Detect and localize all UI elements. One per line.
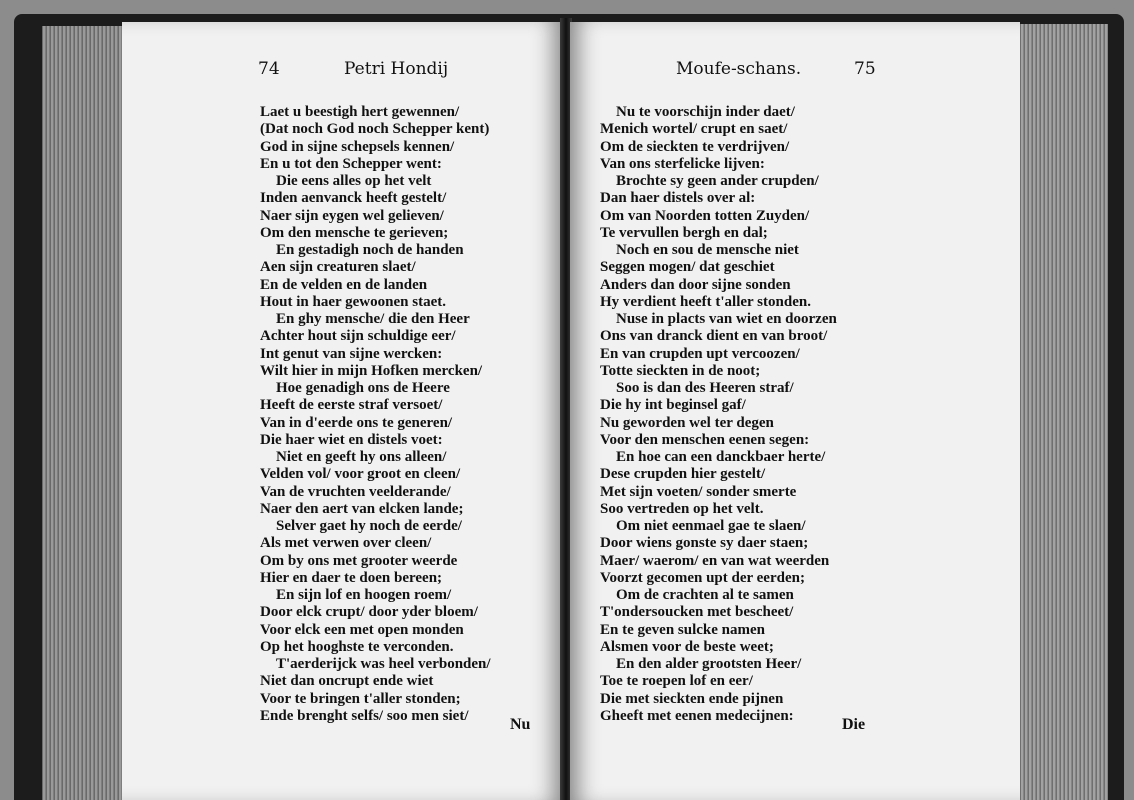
verse-line: Soo vertreden op het velt. (600, 500, 764, 517)
left-verse (260, 104, 491, 725)
verse-line: Dese crupden hier gestelt/ (600, 466, 766, 483)
verse-line: Op het hooghste te verconden. (260, 638, 454, 655)
left-page (122, 22, 562, 800)
verse-line: Nuse in placts van wiet en doorzen (616, 311, 837, 327)
verse-line: Als met verwen over cleen/ (260, 535, 432, 552)
verse-line: Totte sieckten in de noot; (600, 362, 761, 379)
verse-line: Wilt hier in mijn Hofken mercken/ (260, 362, 483, 379)
verse-line: Menich wortel/ crupt en saet/ (600, 121, 788, 138)
verse-line: Om de sieckten te verdrijven/ (600, 138, 790, 155)
verse-line: Anders dan door sijne sonden (600, 276, 791, 293)
verse-line: Int genut van sijne wercken: (260, 345, 443, 362)
verse-line: Voor te bringen t'aller stonden; (260, 690, 461, 707)
verse-line: Selver gaet hy noch de eerde/ (276, 518, 462, 534)
verse-line: (Dat noch God noch Schepper kent) (260, 121, 490, 138)
right-page-number: 75 (854, 59, 876, 79)
verse-line: En ghy mensche/ die den Heer (276, 311, 470, 327)
verse-line: En den alder grootsten Heer/ (616, 656, 802, 672)
verse-line: Om by ons met grooter weerde (260, 552, 458, 569)
verse-line: Door wiens gonste sy daer staen; (600, 535, 809, 552)
verse-line: Brochte sy geen ander crupden/ (616, 173, 819, 189)
right-catchword: Die (842, 716, 866, 733)
verse-line: Naer sijn eygen wel gelieven/ (260, 207, 444, 224)
right-running-head: Moufe-schans. (676, 59, 802, 79)
verse-line: Noch en sou de mensche niet (616, 242, 799, 258)
verse-line: En gestadigh noch de handen (276, 242, 464, 258)
verse-line: T'aerderijck was heel verbonden/ (276, 656, 491, 672)
page-edges-right (1016, 24, 1108, 800)
verse-line: Nu te voorschijn inder daet/ (616, 104, 795, 120)
verse-line: Nu geworden wel ter degen (600, 414, 774, 431)
verse-line: Voor den menschen eenen segen: (600, 431, 810, 448)
verse-line: Die eens alles op het velt (276, 173, 432, 189)
verse-line: Hier en daer te doen bereen; (260, 569, 443, 586)
verse-line: God in sijne schepsels kennen/ (260, 138, 455, 155)
right-page (570, 22, 1020, 800)
verse-line: Gheeft met eenen medecijnen: (600, 707, 794, 724)
verse-line: En sijn lof en hoogen roem/ (276, 587, 452, 603)
page-edges-left (42, 26, 128, 800)
verse-line: Hy verdient heeft t'aller stonden. (600, 293, 811, 310)
verse-line: Soo is dan des Heeren straf/ (616, 380, 794, 396)
verse-line: Naer den aert van elcken lande; (260, 500, 464, 517)
verse-line: Dan haer distels over al: (600, 190, 756, 207)
verse-line: En hoe can een danckbaer herte/ (616, 449, 826, 465)
right-verse (600, 104, 837, 725)
verse-line: Van ons sterfelicke lijven: (600, 155, 765, 172)
verse-line: Laet u beestigh hert gewennen/ (260, 104, 460, 120)
verse-line: Door elck crupt/ door yder bloem/ (260, 604, 478, 621)
verse-line: Ende brenght selfs/ soo men siet/ (260, 707, 469, 724)
verse-line: Van de vruchten veelderande/ (260, 483, 451, 500)
verse-line: Niet dan oncrupt ende wiet (260, 673, 434, 690)
verse-line: Niet en geeft hy ons alleen/ (276, 449, 447, 465)
verse-line: Maer/ waerom/ en van wat weerden (600, 552, 830, 569)
verse-line: Die haer wiet en distels voet: (260, 431, 443, 448)
verse-line: Met sijn voeten/ sonder smerte (600, 483, 797, 500)
verse-line: Hout in haer gewoonen staet. (260, 293, 446, 310)
verse-line: En u tot den Schepper went: (260, 155, 442, 172)
verse-line: En van crupden upt vercoozen/ (600, 345, 800, 362)
verse-line: Ons van dranck dient en van broot/ (600, 328, 828, 345)
verse-line: Hoe genadigh ons de Heere (276, 380, 450, 396)
verse-line: En de velden en de landen (260, 276, 428, 293)
verse-line: Aen sijn creaturen slaet/ (260, 259, 416, 276)
verse-line: Achter hout sijn schuldige eer/ (260, 328, 456, 345)
left-page-number: 74 (258, 59, 280, 79)
verse-line: Voorzt gecomen upt der eerden; (600, 569, 805, 586)
verse-line: Heeft de eerste straf versoet/ (260, 397, 443, 414)
verse-line: Die hy int beginsel gaf/ (600, 397, 746, 414)
verse-line: Seggen mogen/ dat geschiet (600, 259, 775, 276)
verse-line: Die met sieckten ende pijnen (600, 690, 784, 707)
verse-line: Om van Noorden totten Zuyden/ (600, 207, 810, 224)
verse-line: T'ondersoucken met bescheet/ (600, 604, 794, 621)
verse-line: Voor elck een met open monden (260, 621, 464, 638)
verse-line: Inden aenvanck heeft gestelt/ (260, 190, 447, 207)
left-running-head: Petri Hondij (344, 59, 449, 79)
verse-line: Toe te roepen lof en eer/ (600, 673, 753, 690)
verse-line: Om de crachten al te samen (616, 587, 794, 603)
verse-line: En te geven sulcke namen (600, 621, 765, 638)
verse-line: Van in d'eerde ons te generen/ (260, 414, 453, 431)
verse-line: Om niet eenmael gae te slaen/ (616, 518, 806, 534)
verse-line: Om den mensche te gerieven; (260, 224, 449, 241)
verse-line: Alsmen voor de beste weet; (600, 638, 774, 655)
verse-line: Velden vol/ voor groot en cleen/ (260, 466, 461, 483)
left-catchword: Nu (510, 716, 531, 733)
verse-line: Te vervullen bergh en dal; (600, 224, 768, 241)
